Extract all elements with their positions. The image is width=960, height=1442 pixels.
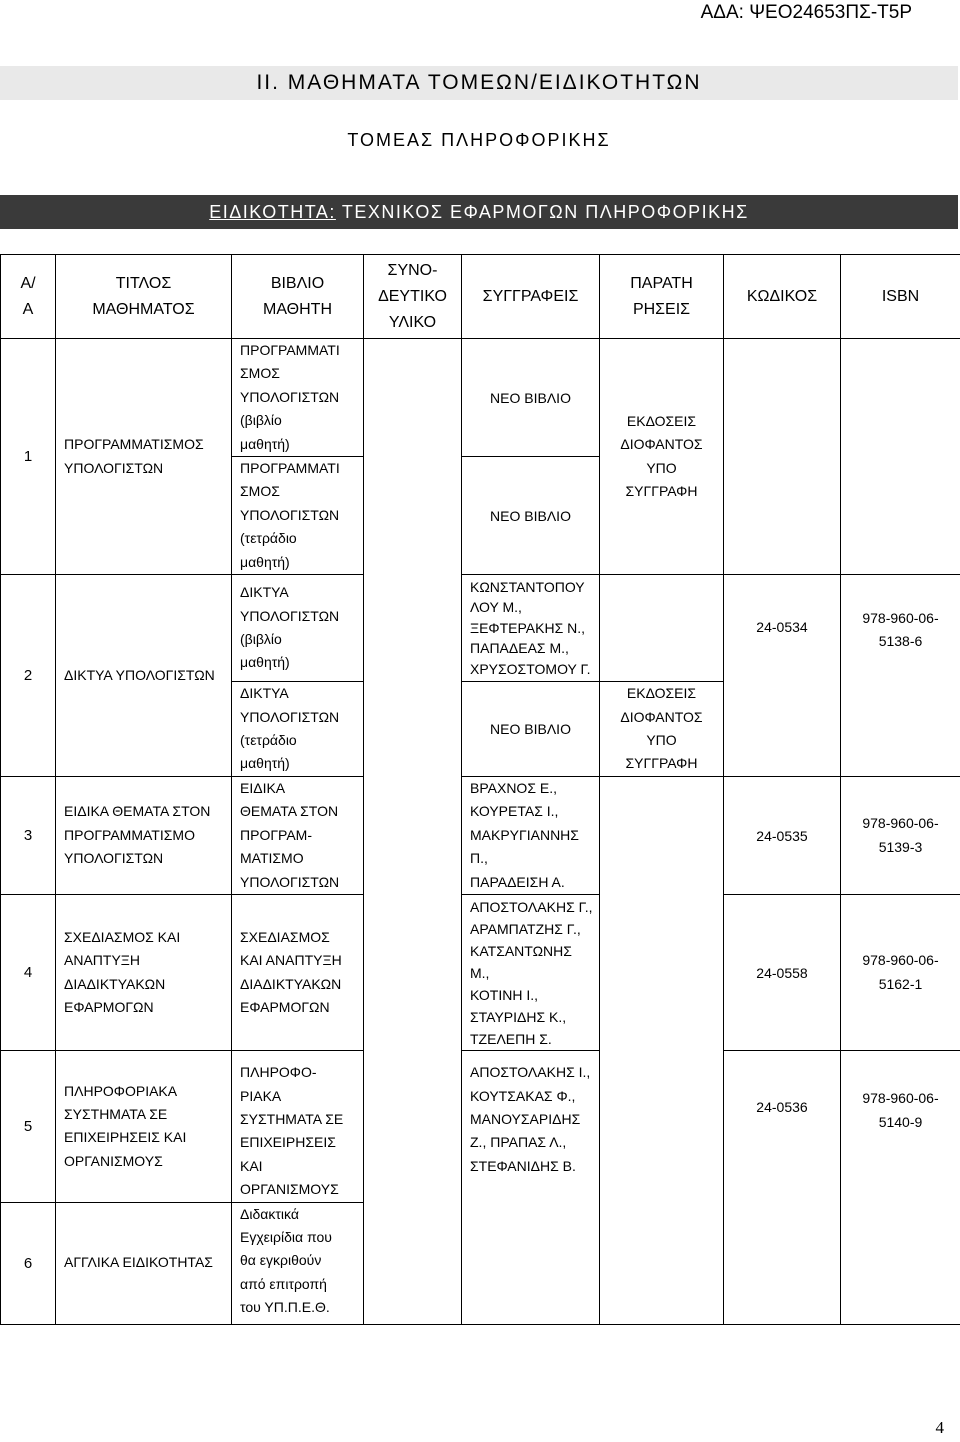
table-header-row bbox=[1, 255, 960, 339]
section-title: ΙΙ. ΜΑΘΗΜΑΤΑ ΤΟΜΕΩΝ/ΕΙΔΙΚΟΤΗΤΩΝ bbox=[0, 66, 958, 100]
table-row bbox=[1, 777, 960, 895]
table-row bbox=[1, 339, 960, 457]
header-book: ΒΙΒΛΙΟ ΜΑΘΗΤΗ bbox=[232, 255, 364, 339]
row-number: 6 bbox=[1, 1202, 56, 1324]
code-cell: 24-0558 bbox=[724, 895, 841, 1051]
header-title: ΤΙΤΛΟΣ ΜΑΘΗΜΑΤΟΣ bbox=[56, 255, 232, 339]
row-number: 1 bbox=[1, 339, 56, 575]
row-number: 4 bbox=[1, 895, 56, 1051]
header-code: ΚΩΔΙΚΟΣ bbox=[724, 255, 841, 339]
student-book: Διδακτικά Εγχειρίδια που θα εγκριθούν από επιτροπή του ΥΠ.Π.Ε.Θ. bbox=[232, 1202, 364, 1324]
student-book: ΕΙΔΙΚΑ ΘΕΜΑΤΑ ΣΤΟΝ ΠΡΟΓΡΑΜ- ΜΑΤΙΣΜΟ ΥΠΟΛΟΓΙΣΤΩΝ bbox=[232, 777, 364, 895]
notes-cell bbox=[600, 575, 724, 682]
authors-cell: ΑΠΟΣΤΟΛΑΚΗΣ Γ., ΑΡΑΜΠΑΤΖΗΣ Γ., ΚΑΤΣΑΝΤΩΝΗΣ Μ., ΚΟΤΙΝΗ Ι., ΣΤΑΥΡΙΔΗΣ Κ., ΤΖΕΛΕΠΗ Σ. bbox=[462, 895, 600, 1051]
notes-cell bbox=[600, 777, 724, 1325]
authors-cell: ΝΕΟ ΒΙΒΛΙΟ bbox=[462, 339, 600, 457]
header-authors: ΣΥΓΓΡΑΦΕΙΣ bbox=[462, 255, 600, 339]
course-title: ΑΓΓΛΙΚΑ ΕΙΔΙΚΟΤΗΤΑΣ bbox=[56, 1202, 232, 1324]
authors-cell: ΚΩΝΣΤΑΝΤΟΠΟΥ ΛΟΥ Μ., ΞΕΦΤΕΡΑΚΗΣ Ν., ΠΑΠΑΔΕΑΣ Μ., ΧΡΥΣΟΣΤΟΜΟΥ Γ. bbox=[462, 575, 600, 682]
course-title: ΠΛΗΡΟΦΟΡΙΑΚΑ ΣΥΣΤΗΜΑΤΑ ΣΕ ΕΠΙΧΕΙΡΗΣΕΙΣ ΚΑΙ ΟΡΓΑΝΙΣΜΟΥΣ bbox=[56, 1051, 232, 1202]
course-title: ΔΙΚΤΥΑ ΥΠΟΛΟΓΙΣΤΩΝ bbox=[56, 575, 232, 777]
table-row bbox=[1, 895, 960, 1051]
student-book: ΔΙΚΤΥΑ ΥΠΟΛΟΓΙΣΤΩΝ (τετράδιο μαθητή) bbox=[232, 682, 364, 777]
row-number: 5 bbox=[1, 1051, 56, 1202]
code-cell: 24-0534 bbox=[724, 575, 841, 777]
table-row bbox=[1, 1051, 960, 1202]
row-number: 3 bbox=[1, 777, 56, 895]
course-title: ΕΙΔΙΚΑ ΘΕΜΑΤΑ ΣΤΟΝ ΠΡΟΓΡΑΜΜΑΤΙΣΜΟ ΥΠΟΛΟΓΙΣΤΩΝ bbox=[56, 777, 232, 895]
isbn-cell: 978-960-06- 5139-3 bbox=[841, 777, 960, 895]
code-cell bbox=[724, 339, 841, 575]
header-notes: ΠΑΡΑΤΗ ΡΗΣΕΙΣ bbox=[600, 255, 724, 339]
student-book: ΠΡΟΓΡΑΜΜΑΤΙ ΣΜΟΣ ΥΠΟΛΟΓΙΣΤΩΝ (τετράδιο μαθητή) bbox=[232, 457, 364, 575]
authors-cell: ΒΡΑΧΝΟΣ Ε., ΚΟΥΡΕΤΑΣ Ι., ΜΑΚΡΥΓΙΑΝΝΗΣ Π., ΠΑΡΑΔΕΙΣΗ Α. bbox=[462, 777, 600, 895]
code-cell: 24-0535 bbox=[724, 777, 841, 895]
authors-cell: ΑΠΟΣΤΟΛΑΚΗΣ Ι., ΚΟΥΤΣΑΚΑΣ Φ., ΜΑΝΟΥΣΑΡΙΔΗΣ Ζ., ΠΡΑΠΑΣ Λ., ΣΤΕΦΑΝΙΔΗΣ Β. bbox=[462, 1051, 600, 1324]
isbn-cell: 978-960-06- 5138-6 bbox=[841, 575, 960, 777]
notes-cell: ΕΚΔΟΣΕΙΣ ΔΙΟΦΑΝΤΟΣ ΥΠΟ ΣΥΓΓΡΑΦΗ bbox=[600, 339, 724, 575]
header-isbn: ISBN bbox=[841, 255, 960, 339]
isbn-cell: 978-960-06- 5140-9 bbox=[841, 1051, 960, 1324]
material-cell bbox=[364, 339, 462, 1325]
isbn-cell: 978-960-06- 5162-1 bbox=[841, 895, 960, 1051]
authors-cell: ΝΕΟ ΒΙΒΛΙΟ bbox=[462, 457, 600, 575]
specialty-bar bbox=[0, 195, 958, 229]
code-cell: 24-0536 bbox=[724, 1051, 841, 1324]
course-title: ΣΧΕΔΙΑΣΜΟΣ ΚΑΙ ΑΝΑΠΤΥΞΗ ΔΙΑΔΙΚΤΥΑΚΩΝ ΕΦΑΡΜΟΓΩΝ bbox=[56, 895, 232, 1051]
student-book: ΠΛΗΡΟΦΟ- ΡΙΑΚΑ ΣΥΣΤΗΜΑΤΑ ΣΕ ΕΠΙΧΕΙΡΗΣΕΙΣ ΚΑΙ ΟΡΓΑΝΙΣΜΟΥΣ bbox=[232, 1051, 364, 1202]
document-code: ΑΔΑ: ΨΕΟ24653ΠΣ-Τ5Ρ bbox=[700, 2, 912, 23]
authors-cell: ΝΕΟ ΒΙΒΛΙΟ bbox=[462, 682, 600, 777]
header-material: ΣΥΝΟ- ΔΕΥΤΙΚΟ ΥΛΙΚΟ bbox=[364, 255, 462, 339]
row-number: 2 bbox=[1, 575, 56, 777]
specialty-value: ΤΕΧΝΙΚΟΣ ΕΦΑΡΜΟΓΩΝ ΠΛΗΡΟΦΟΡΙΚΗΣ bbox=[341, 201, 749, 222]
isbn-cell bbox=[841, 339, 960, 575]
course-title: ΠΡΟΓΡΑΜΜΑΤΙΣΜΟΣ ΥΠΟΛΟΓΙΣΤΩΝ bbox=[56, 339, 232, 575]
sector-title: ΤΟΜΕΑΣ ΠΛΗΡΟΦΟΡΙΚΗΣ bbox=[347, 129, 611, 150]
student-book: ΔΙΚΤΥΑ ΥΠΟΛΟΓΙΣΤΩΝ (βιβλίο μαθητή) bbox=[232, 575, 364, 682]
table-row bbox=[1, 575, 960, 682]
notes-cell: ΕΚΔΟΣΕΙΣ ΔΙΟΦΑΝΤΟΣ ΥΠΟ ΣΥΓΓΡΑΦΗ bbox=[600, 682, 724, 777]
header-aa: Α/ Α bbox=[1, 255, 56, 339]
page-number: 4 bbox=[935, 1418, 944, 1437]
student-book: ΠΡΟΓΡΑΜΜΑΤΙ ΣΜΟΣ ΥΠΟΛΟΓΙΣΤΩΝ (βιβλίο μαθητή) bbox=[232, 339, 364, 457]
student-book: ΣΧΕΔΙΑΣΜΟΣ ΚΑΙ ΑΝΑΠΤΥΞΗ ΔΙΑΔΙΚΤΥΑΚΩΝ ΕΦΑΡΜΟΓΩΝ bbox=[232, 895, 364, 1051]
courses-table bbox=[0, 254, 960, 1325]
specialty-label: ΕΙΔΙΚΟΤΗΤΑ: bbox=[209, 201, 336, 222]
